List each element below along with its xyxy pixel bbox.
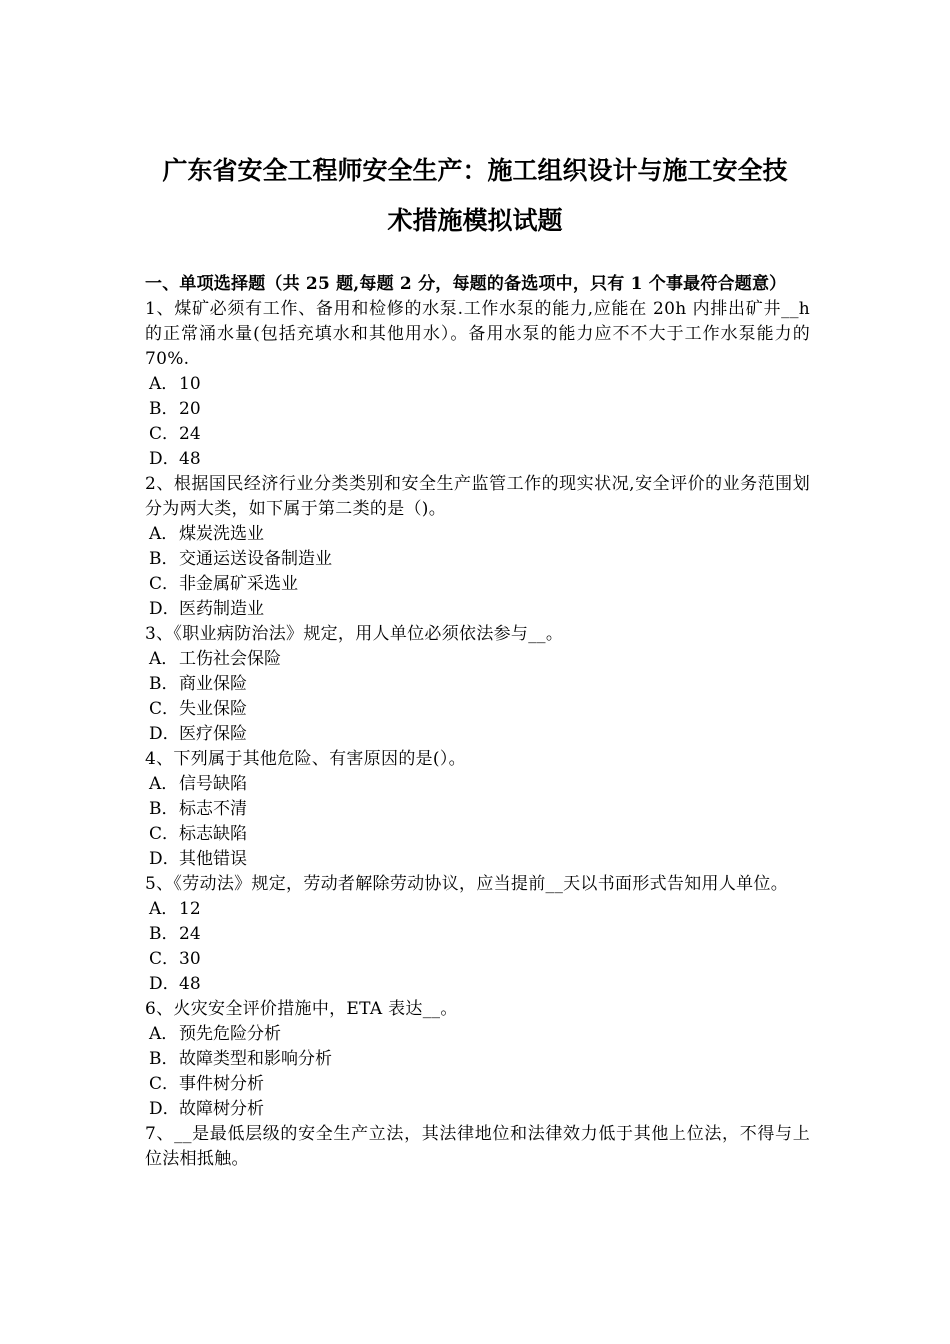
option-text: 48	[179, 974, 201, 994]
option-text: 交通运送设备制造业	[179, 549, 332, 569]
option-text: 医疗保险	[179, 724, 247, 744]
option-text: 事件树分析	[179, 1074, 264, 1094]
option-letter: D．	[149, 724, 180, 744]
option-letter: C．	[149, 574, 180, 594]
question-6-option	[145, 1022, 810, 1047]
question-2-option	[145, 522, 810, 547]
option-letter: A．	[149, 524, 179, 544]
option-text: 24	[179, 424, 201, 444]
document-body	[145, 272, 810, 1172]
option-text: 12	[179, 899, 201, 919]
question-5-option	[145, 947, 810, 972]
question-4-option	[145, 822, 810, 847]
question-4-option	[145, 772, 810, 797]
option-text: 医药制造业	[179, 599, 264, 619]
option-letter: A．	[149, 774, 179, 794]
section-heading: 一、单项选择题（共 25 题,每题 2 分，每题的备选项中，只有 1 个事最符合题意）	[145, 274, 787, 294]
option-letter: B．	[149, 1049, 179, 1069]
question-6-option	[145, 1072, 810, 1097]
option-text: 故障树分析	[179, 1099, 264, 1119]
question-1-option	[145, 372, 810, 397]
option-letter: D．	[149, 449, 180, 469]
question-7: 7、__是最低层级的安全生产立法，其法律地位和法律效力低于其他上位法，不得与上位法相抵触。	[145, 1124, 810, 1169]
option-text: 失业保险	[179, 699, 247, 719]
option-letter: B．	[149, 549, 179, 569]
question-3: 3、《职业病防治法》规定，用人单位必须依法参与__。	[145, 624, 564, 644]
option-letter: B．	[149, 399, 179, 419]
option-text: 预先危险分析	[179, 1024, 281, 1044]
option-text: 信号缺陷	[179, 774, 247, 794]
option-text: 非金属矿采选业	[179, 574, 298, 594]
question-4-option	[145, 847, 810, 872]
option-letter: C．	[149, 1074, 180, 1094]
question-1: 1、煤矿必须有工作、备用和检修的水泵.工作水泵的能力,应能在 20h 内排出矿井__h 的正常涌水量(包括充填水和其他用水）。备用水泵的能力应不不大于工作水泵能力的 70%.	[145, 299, 810, 369]
question-1-option	[145, 397, 810, 422]
question-6-option	[145, 1047, 810, 1072]
option-text: 标志缺陷	[179, 824, 247, 844]
option-text: 故障类型和影响分析	[179, 1049, 332, 1069]
question-3-option	[145, 722, 810, 747]
option-text: 48	[179, 449, 201, 469]
question-2: 2、根据国民经济行业分类类别和安全生产监管工作的现实状况,安全评价的业务范围划分为两大类，如下属于第二类的是（)。	[145, 474, 810, 519]
question-3-option	[145, 647, 810, 672]
option-letter: B．	[149, 924, 179, 944]
question-list	[145, 297, 810, 1172]
option-letter: A．	[149, 899, 179, 919]
question-2-option	[145, 572, 810, 597]
option-letter: D．	[149, 974, 180, 994]
option-text: 10	[179, 374, 201, 394]
option-letter: A．	[149, 374, 179, 394]
option-text: 其他错误	[179, 849, 247, 869]
option-letter: D．	[149, 599, 180, 619]
option-letter: C．	[149, 699, 180, 719]
question-5-option	[145, 972, 810, 997]
option-text: 工伤社会保险	[179, 649, 281, 669]
option-letter: A．	[149, 649, 179, 669]
question-5-option	[145, 897, 810, 922]
document-title-line-2: 术措施模拟试题	[387, 206, 563, 235]
option-letter: B．	[149, 674, 179, 694]
question-3-option	[145, 697, 810, 722]
option-letter: C．	[149, 424, 180, 444]
question-5: 5、《劳动法》规定，劳动者解除劳动协议，应当提前__天以书面形式告知用人单位。	[145, 874, 789, 894]
option-letter: A．	[149, 1024, 179, 1044]
question-6-option	[145, 1097, 810, 1122]
question-1-option	[145, 447, 810, 472]
option-letter: D．	[149, 849, 180, 869]
option-letter: C．	[149, 949, 180, 969]
question-4-option	[145, 797, 810, 822]
question-5-option	[145, 922, 810, 947]
question-4: 4、下列属于其他危险、有害原因的是(）。	[145, 749, 466, 769]
question-2-option	[145, 547, 810, 572]
option-letter: D．	[149, 1099, 180, 1119]
option-text: 20	[179, 399, 201, 419]
option-text: 30	[179, 949, 201, 969]
question-3-option	[145, 672, 810, 697]
option-letter: C．	[149, 824, 180, 844]
option-letter: B．	[149, 799, 179, 819]
question-1-option	[145, 422, 810, 447]
document-title-line-1: 广东省安全工程师安全生产：施工组织设计与施工安全技	[162, 156, 788, 185]
option-text: 24	[179, 924, 201, 944]
option-text: 商业保险	[179, 674, 247, 694]
option-text: 煤炭洗选业	[179, 524, 264, 544]
question-2-option	[145, 597, 810, 622]
option-text: 标志不清	[179, 799, 247, 819]
question-6: 6、火灾安全评价措施中，ETA 表达__。	[145, 999, 458, 1019]
